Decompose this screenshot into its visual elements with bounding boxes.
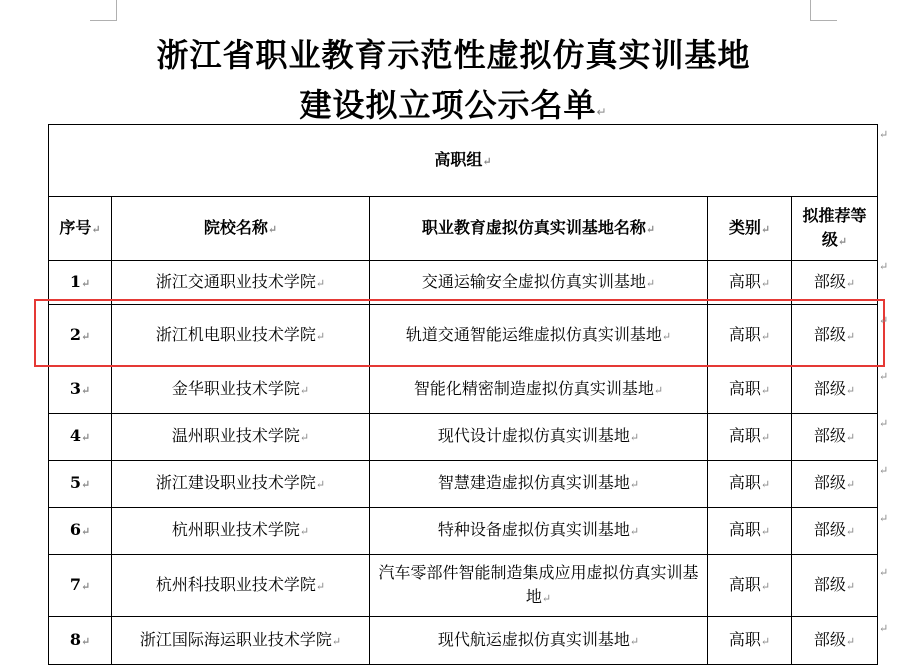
recommended-level: 部级↵ [792, 414, 878, 461]
school-name: 杭州科技职业技术学院↵ [112, 555, 370, 617]
category: 高职↵ [708, 617, 792, 665]
candidate-list-table [48, 124, 878, 665]
page-corner-mark-right [810, 0, 837, 21]
table-row [49, 367, 878, 414]
base-name: 交通运输安全虚拟仿真实训基地↵ [370, 261, 708, 305]
base-name: 智慧建造虚拟仿真实训基地↵ [370, 461, 708, 508]
recommended-level: 部级↵ [792, 555, 878, 617]
recommended-level: 部级↵ [792, 367, 878, 414]
base-name: 现代航运虚拟仿真实训基地↵ [370, 617, 708, 665]
school-name: 温州职业技术学院↵ [112, 414, 370, 461]
school-name: 杭州职业技术学院↵ [112, 508, 370, 555]
base-name: 智能化精密制造虚拟仿真实训基地↵ [370, 367, 708, 414]
row-number: 1↵ [49, 261, 112, 305]
row-number: 5↵ [49, 461, 112, 508]
category: 高职↵ [708, 555, 792, 617]
row-number: 6↵ [49, 508, 112, 555]
row-number: 3↵ [49, 367, 112, 414]
base-name: 特种设备虚拟仿真实训基地↵ [370, 508, 708, 555]
recommended-level: 部级↵ [792, 508, 878, 555]
category: 高职↵ [708, 414, 792, 461]
row-end-mark: ↵ [879, 512, 889, 525]
table-row [49, 461, 878, 508]
row-end-mark: ↵ [879, 417, 889, 430]
row-end-mark: ↵ [879, 128, 889, 141]
category: 高职↵ [708, 305, 792, 367]
group-header-cell: 高职组↵ [49, 125, 878, 197]
table-row [49, 617, 878, 665]
category: 高职↵ [708, 261, 792, 305]
col-header-no: 序号↵ [49, 197, 112, 261]
recommended-level: 部级↵ [792, 261, 878, 305]
row-end-mark: ↵ [879, 260, 889, 273]
col-header-level: 拟推荐等级↵ [792, 197, 878, 261]
table-row [49, 414, 878, 461]
base-name: 现代设计虚拟仿真实训基地↵ [370, 414, 708, 461]
table-row [49, 555, 878, 617]
school-name: 浙江国际海运职业技术学院↵ [112, 617, 370, 665]
school-name: 浙江交通职业技术学院↵ [112, 261, 370, 305]
school-name: 浙江机电职业技术学院↵ [112, 305, 370, 367]
document-title-line1: 浙江省职业教育示范性虚拟仿真实训基地 [156, 36, 751, 74]
category: 高职↵ [708, 508, 792, 555]
col-header-base: 职业教育虚拟仿真实训基地名称↵ [370, 197, 708, 261]
row-number: 8↵ [49, 617, 112, 665]
col-header-school: 院校名称↵ [112, 197, 370, 261]
table-row [49, 508, 878, 555]
row-end-mark: ↵ [879, 622, 889, 635]
category: 高职↵ [708, 367, 792, 414]
recommended-level: 部级↵ [792, 461, 878, 508]
recommended-level: 部级↵ [792, 617, 878, 665]
row-end-mark: ↵ [879, 566, 889, 579]
row-end-mark: ↵ [879, 314, 889, 327]
row-end-mark: ↵ [879, 370, 889, 383]
base-name: 轨道交通智能运维虚拟仿真实训基地↵ [370, 305, 708, 367]
col-header-category: 类别↵ [708, 197, 792, 261]
school-name: 浙江建设职业技术学院↵ [112, 461, 370, 508]
document-title-line2: 建设拟立项公示名单↵ [299, 86, 608, 124]
row-highlight-box [34, 299, 885, 367]
school-name: 金华职业技术学院↵ [112, 367, 370, 414]
row-number: 7↵ [49, 555, 112, 617]
row-end-mark: ↵ [879, 464, 889, 477]
category: 高职↵ [708, 461, 792, 508]
row-number: 2↵ [49, 305, 112, 367]
page-corner-mark-left [90, 0, 117, 21]
column-header-row [49, 197, 878, 261]
base-name: 汽车零部件智能制造集成应用虚拟仿真实训基地↵ [370, 555, 708, 617]
table-row [49, 261, 878, 305]
group-header-row [49, 125, 878, 197]
row-number: 4↵ [49, 414, 112, 461]
recommended-level: 部级↵ [792, 305, 878, 367]
